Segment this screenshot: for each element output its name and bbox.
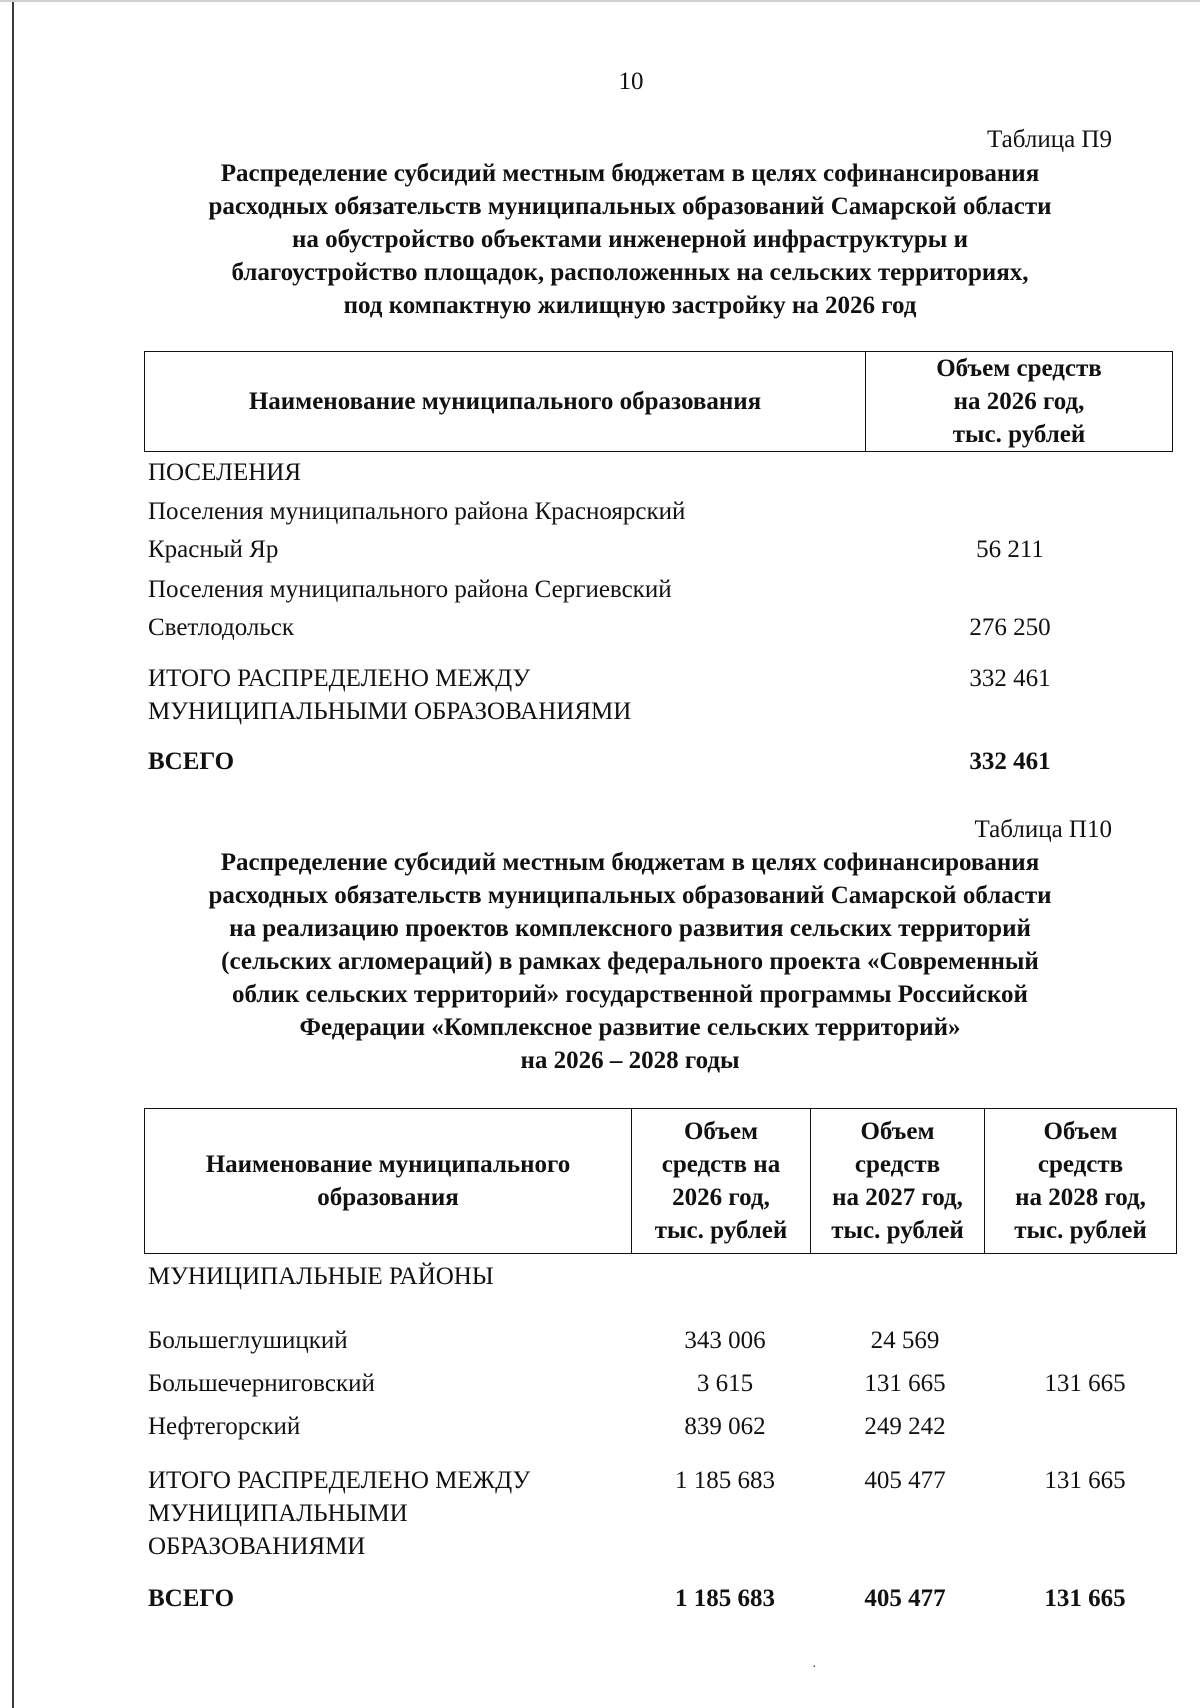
scan-speck: · [812,1660,817,1675]
header-line: на 2026 год, [953,388,1085,415]
table-p9-label: Таблица П9 [987,126,1112,153]
title-line: Федерации «Комплексное развитие сельских территорий» [299,1014,961,1041]
title-line: расходных обязательств муниципальных образований Самарской области [208,882,1052,909]
header-line: тыс. рублей [831,1217,964,1244]
table-p9-subtotal-label [148,662,631,728]
header-line: Объем средств [936,355,1102,382]
subtotal-line: МУНИЦИПАЛЬНЫМИ ОБРАЗОВАНИЯМИ [148,698,632,725]
title-line: Распределение субсидий местным бюджетам в целях софинансирования [220,849,1040,876]
subtotal-line: МУНИЦИПАЛЬНЫМИ [148,1500,408,1527]
title-line: (сельских агломераций) в рамках федерального проекта «Современный [221,948,1039,975]
title-line: благоустройство площадок, расположенных на сельских территориях, [231,259,1029,286]
title-line: облик сельских территорий» государственной программы Российской [232,981,1028,1008]
subtotal-line: ИТОГО РАСПРЕДЕЛЕНО МЕЖДУ [148,1467,531,1494]
page-number: 10 [618,68,644,95]
header-line: средств [1037,1151,1124,1178]
table-p10-row-2027: 249 242 [864,1413,946,1440]
header-line: тыс. рублей [952,421,1086,448]
table-p10-row-2026: 3 615 [696,1370,754,1397]
scan-edge-left [12,0,14,1708]
table-p10-total-2027: 405 477 [864,1585,946,1612]
table-p10-row-name: Большеглушицкий [148,1327,348,1354]
table-p10-subtotal-label [148,1464,530,1563]
table-p10-subtotal-2027: 405 477 [864,1467,946,1494]
table-p10-total-2028: 131 665 [1044,1585,1126,1612]
title-line: расходных обязательств муниципальных образований Самарской области [208,193,1052,220]
header-line: 2026 год, [672,1184,770,1211]
table-p10-row-name: Большечерниговский [148,1370,375,1397]
table-p10-row-2027: 24 569 [870,1327,940,1354]
header-line: Объем [683,1118,759,1145]
table-p10-row-name: Нефтегорский [148,1413,301,1440]
header-name: Наименование муниципального образования [145,352,866,452]
subtotal-line: ОБРАЗОВАНИЯМИ [148,1533,366,1560]
table-p10-subtotal-2026: 1 185 683 [675,1467,775,1494]
table-p9-group-label: ПОСЕЛЕНИЯ [148,459,302,486]
table-p9-total-label: ВСЕГО [148,748,235,775]
table-p10-row-2026: 343 006 [684,1327,766,1354]
header-amount-2028 [985,1109,1177,1254]
header-line: образования [317,1184,459,1211]
table-p10-subtotal-2028: 131 665 [1044,1467,1126,1494]
title-line: Распределение субсидий местным бюджетам в целях софинансирования [220,160,1040,187]
header-line: на 2028 год, [1015,1184,1146,1211]
header-amount-2026 [632,1109,811,1254]
table-p10-label: Таблица П10 [974,816,1112,843]
table-p10-group-label: МУНИЦИПАЛЬНЫЕ РАЙОНЫ [148,1263,494,1290]
table-p9-row-name: Поселения муниципального района Сергиевский [148,576,672,603]
title-line: под компактную жилищную застройку на 2026 год [343,292,917,319]
table-p9-header [144,351,1173,452]
header-line: Наименование муниципального [205,1151,571,1178]
header-line: средств [854,1151,941,1178]
header-amount-2027 [811,1109,985,1254]
header-line: тыс. рублей [654,1217,788,1244]
table-p9-row-name: Поселения муниципального района Красноярский [148,498,686,525]
table-p10-row-2028: 131 665 [1044,1370,1126,1397]
subtotal-line: ИТОГО РАСПРЕДЕЛЕНО МЕЖДУ [148,665,531,692]
table-p10-row-2026: 839 062 [684,1413,766,1440]
title-line: на обустройство объектами инженерной инфраструктуры и [292,226,968,253]
table-p9-row-name: Светлодольск [148,614,294,641]
header-line: средств на [661,1151,781,1178]
table-p9-row-amount: 56 211 [976,536,1044,563]
table-p10-total-label: ВСЕГО [148,1585,235,1612]
table-p9-row-name: Красный Яр [148,536,279,563]
header-amount-2026 [866,352,1173,452]
table-p10-row-2027: 131 665 [864,1370,946,1397]
table-p10-title [130,846,1130,1077]
header-line: Объем [860,1118,935,1145]
table-p9-title [130,157,1130,322]
header-line: тыс. рублей [1014,1217,1147,1244]
table-p9-subtotal-amount: 332 461 [969,665,1051,692]
title-line: на 2026 – 2028 годы [520,1047,740,1074]
table-p9-total-amount: 332 461 [969,748,1051,775]
table-p10-total-2026: 1 185 683 [675,1585,775,1612]
table-p9-row-amount: 276 250 [969,614,1051,641]
header-name [145,1109,632,1254]
scan-edge-top [0,0,1200,2]
header-line: на 2027 год, [832,1184,963,1211]
title-line: на реализацию проектов комплексного развития сельских территорий [229,915,1031,942]
table-p10-header [144,1108,1177,1254]
header-line: Объем [1043,1118,1118,1145]
